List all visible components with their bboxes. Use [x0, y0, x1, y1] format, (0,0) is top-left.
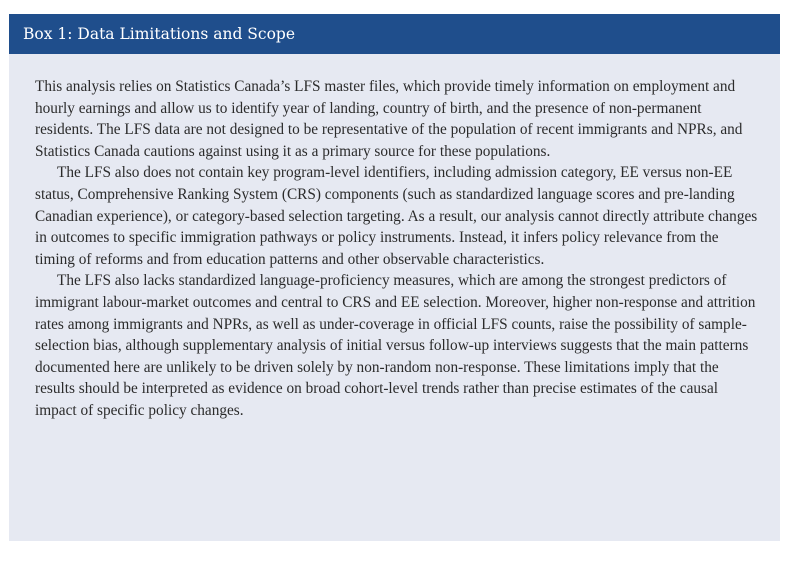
box-paragraph-3: The LFS also lacks standardized language-proficiency measures, which are among the strongest predictors of immigrant labour-market outcomes and central to CRS and EE selection. Moreover, higher non-response and attrition rates among immigrants and NPRs, as well as under-coverage in official LFS counts, raise the possibility of sample-selection bias, although supplementary analysis of initial versus follow-up interviews suggests that the main patterns documented here are unlikely to be driven solely by non-random non-response. These limitations imply that the results should be interpreted as evidence on broad cohort-level trends rather than precise estimates of the causal impact of specific policy changes.: [35, 272, 756, 419]
box-title: Box 1: Data Limitations and Scope: [9, 14, 780, 54]
box-paragraph-1: This analysis relies on Statistics Canada’s LFS master files, which provide timely information on employment and hourly earnings and allow us to identify year of landing, country of birth, and the presence of non-permanent residents. The LFS data are not designed to be representative of the population of recent immigrants and NPRs, and Statistics Canada cautions against using it as a primary source for these populations.: [35, 78, 743, 160]
info-box: [9, 14, 780, 541]
box-body: [9, 54, 780, 422]
box-paragraph-2: The LFS also does not contain key program-level identifiers, including admission category, EE versus non-EE status, Comprehensive Ranking System (CRS) components (such as standardized language scores and pre-landing Canadian experience), or category-based selection targeting. As a result, our analysis cannot directly attribute changes in outcomes to specific immigration pathways or policy instruments. Instead, it infers policy relevance from the timing of reforms and from education patterns and other observable characteristics.: [35, 164, 758, 268]
